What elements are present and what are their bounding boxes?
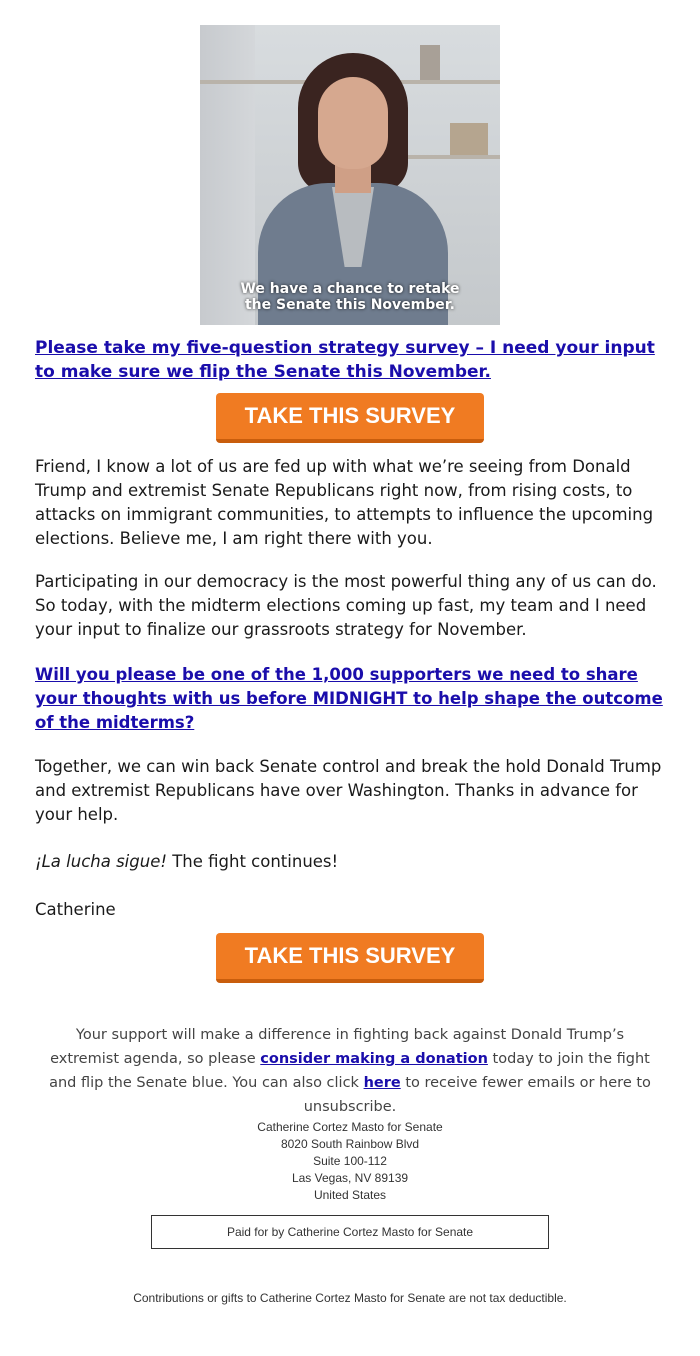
support-text [40,1023,660,1119]
take-survey-button-top[interactable]: TAKE THIS SURVEY [216,393,484,443]
fight-continues: The fight continues! [166,852,339,871]
bookshelf [400,155,500,159]
address-street: 8020 South Rainbow Blvd [280,1137,420,1151]
headline [35,336,665,384]
tax-disclaimer: Contributions or gifts to Catherine Cortez Masto for Senate are not tax deductible. [133,1291,567,1305]
support-text-post: to receive fewer emails or here to unsubscribe. [303,1075,651,1115]
fewer-emails-link[interactable]: here [363,1075,401,1091]
body-paragraph-1: Friend, I know a lot of us are fed up with what we’re seeing from Donald Trump and extremist Senate Republicans right now, from rising costs, to attacks on immigrant communities, to attempts to influence the upcoming elections. Believe me, I am right there with you. [35,457,654,548]
survey-headline-link[interactable]: Please take my five-question strategy survey – I need your input to make sure we flip the Senate this November. [35,338,655,382]
la-lucha-sigue: ¡La lucha sigue! [35,852,167,871]
take-survey-button-bottom[interactable]: TAKE THIS SURVEY [216,933,484,983]
wall-background [200,25,255,325]
support-text-mid: today to join the fight and flip the Senate blue. You can also click [49,1051,650,1091]
shelf-books [450,123,488,155]
mailing-address [0,1119,700,1204]
signature: Catherine [35,900,116,919]
paid-for-notice: Paid for by Catherine Cortez Masto for Senate [151,1215,549,1249]
donation-link[interactable]: consider making a donation [260,1051,488,1067]
address-city: Las Vegas, NV 89139 [291,1171,409,1185]
video-caption [200,281,500,313]
hero-video-image[interactable] [200,25,500,325]
body-paragraph-2: Participating in our democracy is the most powerful thing any of us can do. So today, with the midterm elections coming up fast, my team and I need your input to finalize our grassroots strategy for November. [35,572,657,639]
body-paragraph-5 [35,850,670,874]
person-face [318,77,388,169]
support-text-pre: Your support will make a difference in fighting back against Donald Trump’s extremist agenda, so please [50,1027,625,1067]
caption-line-2: the Senate this November. [244,297,456,313]
caption-line-1: We have a chance to retake [240,281,460,297]
address-country: United States [313,1188,387,1202]
body-paragraph-4: Together, we can win back Senate control and break the hold Donald Trump and extremist Republicans have over Washington. Thanks in advance for your help. [35,757,662,824]
body-paragraph-3 [35,663,670,735]
supporters-survey-link[interactable]: Will you please be one of the 1,000 supporters we need to share your thoughts with us before MIDNIGHT to help shape the outcome of the midterms? [35,665,663,732]
address-suite: Suite 100-112 [313,1154,387,1168]
address-name: Catherine Cortez Masto for Senate [257,1120,443,1134]
shelf-books [420,45,440,80]
